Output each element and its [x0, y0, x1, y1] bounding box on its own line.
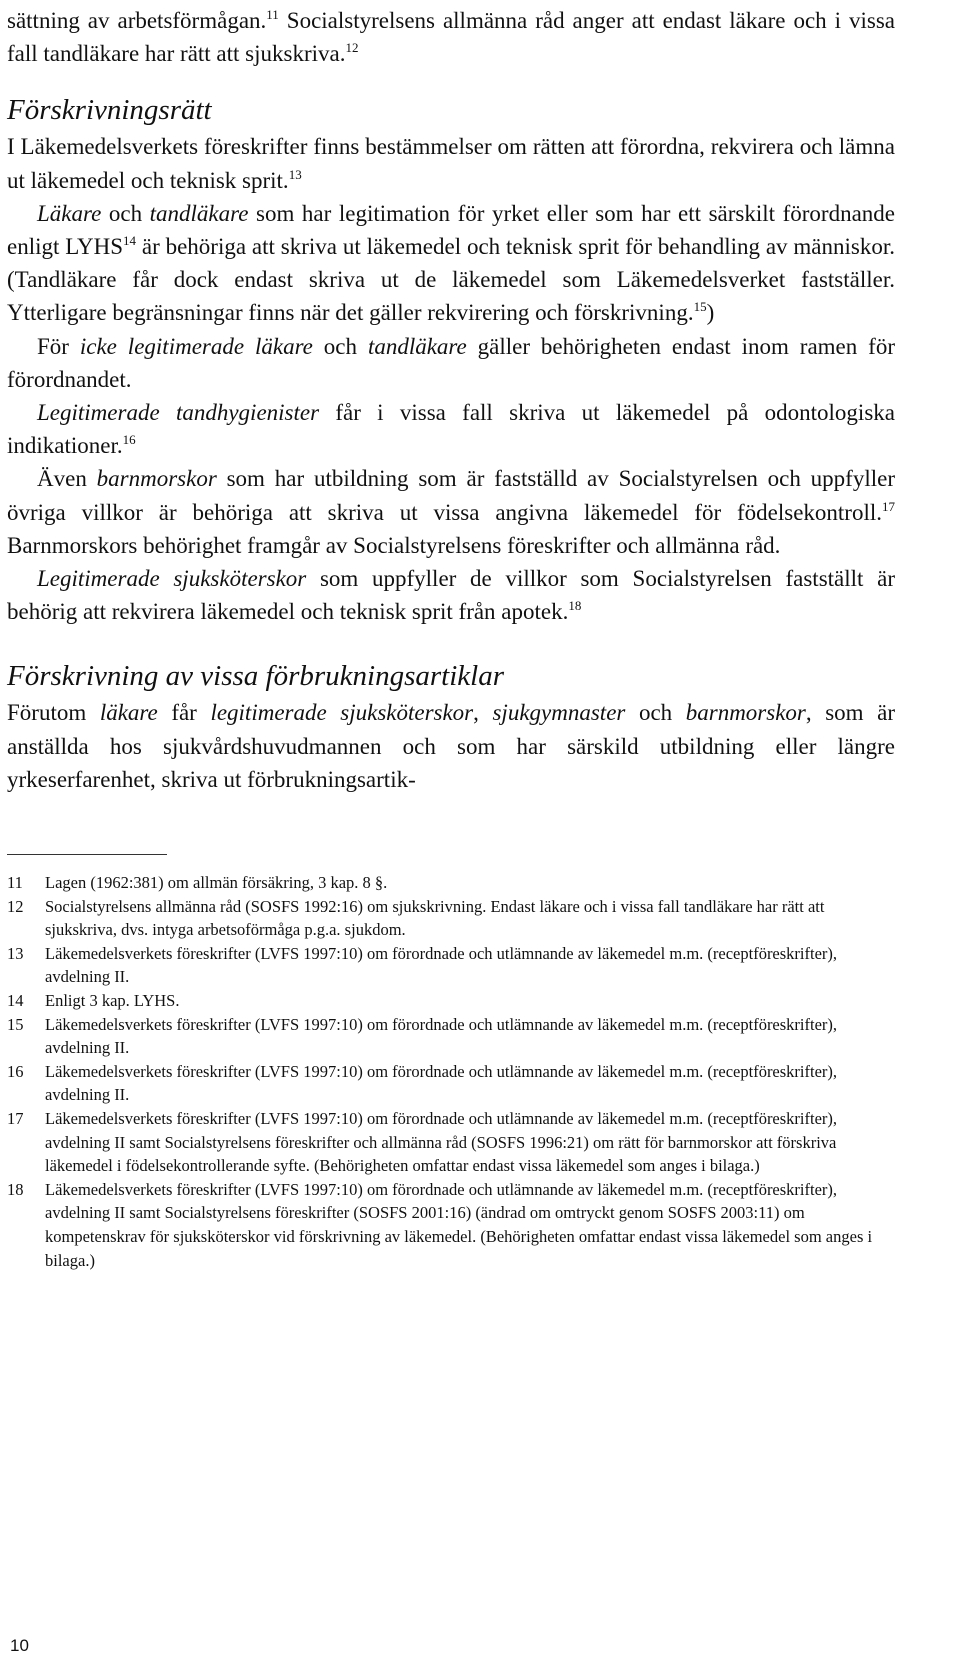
footnote-ref[interactable]: 17 [882, 498, 895, 514]
paragraph: Förutom läkare får legitimerade sjuksköterskor, sjukgymnaster och barnmorskor, som är anställda hos sjukvårdshuvudmannen och som har särskild utbildning eller längre yrkeserfarenhet, skriva ut förbrukningsartik- [7, 700, 896, 792]
footnote: 18 Läkemedelsverkets föreskrifter (LVFS 1997:10) om förordnade och utlämnande av läkemedel m.m. (receptföreskrifter), avdelning II samt Socialstyrelsens föreskrifter (SOSFS 2001:16) (ändrad om omtryckt genom SOSFS 2003:11) om kompetenskrav för sjuksköterskor vid förskrivning av läkemedel. (Behörigheten omfattar endast vissa läkemedel som anges i bilaga.) [7, 1179, 873, 1270]
footnote: 16 Läkemedelsverkets föreskrifter (LVFS 1997:10) om förordnade och utlämnande av läkemedel m.m. (receptföreskrifter), avdelning II. [7, 1061, 838, 1105]
footnote-ref[interactable]: 13 [288, 166, 302, 182]
footnote-ref[interactable]: 16 [122, 432, 136, 448]
paragraph: För icke legitimerade läkare och tandläkare gäller behörigheten endast inom ramen för förordnandet. [7, 333, 895, 392]
footnote-ref[interactable]: 14 [123, 233, 136, 249]
footnote: 12 Socialstyrelsens allmänna råd (SOSFS 1992:16) om sjukskrivning. Endast läkare och i vissa fall tandläkare har rätt att sjukskriva, dvs. intyga arbetsoförmåga p.g.a. sjukdom. [7, 896, 825, 940]
footnotes [7, 871, 895, 1272]
footnote: 15 Läkemedelsverkets föreskrifter (LVFS 1997:10) om förordnade och utlämnande av läkemedel m.m. (receptföreskrifter), avdelning II. [7, 1014, 838, 1058]
section-heading-forbrukningsartiklar: Förskrivning av vissa förbrukningsartiklar [7, 660, 505, 693]
footnote-ref[interactable]: 15 [693, 299, 707, 315]
footnote: 17 Läkemedelsverkets föreskrifter (LVFS 1997:10) om förordnade och utlämnande av läkemedel m.m. (receptföreskrifter), avdelning II samt Socialstyrelsens föreskrifter och allmänna råd (SOSFS 1996:21) om rätt för barnmorskor att förskriva läkemedel i födelsekontrollerande syfte. (Behörigheten omfattar endast vissa läkemedel som anges i bilaga.) [7, 1109, 838, 1176]
footnote: 13 Läkemedelsverkets föreskrifter (LVFS 1997:10) om förordnade och utlämnande av läkemedel m.m. (receptföreskrifter), avdelning II. [7, 943, 838, 987]
footnote-ref[interactable]: 18 [568, 598, 582, 614]
paragraph: Legitimerade sjuksköterskor som uppfyller de villkor som Socialstyrelsen fastställt är behörig att rekvirera läkemedel och teknisk sprit från apotek.$^{18}$ [7, 566, 895, 625]
footnote: 14 Enligt 3 kap. LYHS. [7, 991, 180, 1011]
page-number: 10 [10, 1636, 29, 1655]
footnote-ref[interactable]: 11 [266, 7, 279, 22]
footnote-divider [7, 854, 167, 855]
paragraph: I Läkemedelsverkets föreskrifter finns bestämmelser om rätten att förordna, rekvirera och lämna ut läkemedel och teknisk sprit.$^{13}$ [7, 134, 895, 193]
intro-paragraph: sättning av arbetsförmågan.$^{11}$ Socialstyrelsens allmänna råd anger att endast läkare och i vissa fall tandläkare har rätt att sjukskriva.$^{12}$ [7, 7, 895, 67]
document-page [7, 4, 895, 1272]
paragraph: Legitimerade tandhygienister får i vissa fall skriva ut läkemedel på odontologiska indikationer.$^{16}$ [7, 400, 895, 459]
paragraph: Även barnmorskor som har utbildning som är fastställd av Socialstyrelsen och uppfyller övriga villkor är behöriga att skriva ut vissa angivna läkemedel för födelsekontroll.$^{17}$ Barnmorskors behörighet framgår av Socialstyrelsens föreskrifter och allmänna råd. [7, 466, 895, 558]
body-text [7, 4, 895, 796]
paragraph: Läkare och tandläkare som har legitimation för yrket eller som har ett särskilt förordnande enligt LYHS$^{14}$ är behöriga att skriva ut läkemedel och teknisk sprit för behandling av människor. (Tandläkare får dock endast skriva ut de läkemedel som Läkemedelsverket fastställer. Ytterligare begränsningar finns när det gäller rekvirering och förskrivning.$^{15}$) [7, 200, 895, 326]
footnote: 11 Lagen (1962:381) om allmän försäkring, 3 kap. 8 §. [7, 873, 388, 893]
footnote-ref[interactable]: 12 [345, 40, 359, 56]
section-heading-forskrivningsratt: Förskrivningsrätt [7, 94, 212, 127]
